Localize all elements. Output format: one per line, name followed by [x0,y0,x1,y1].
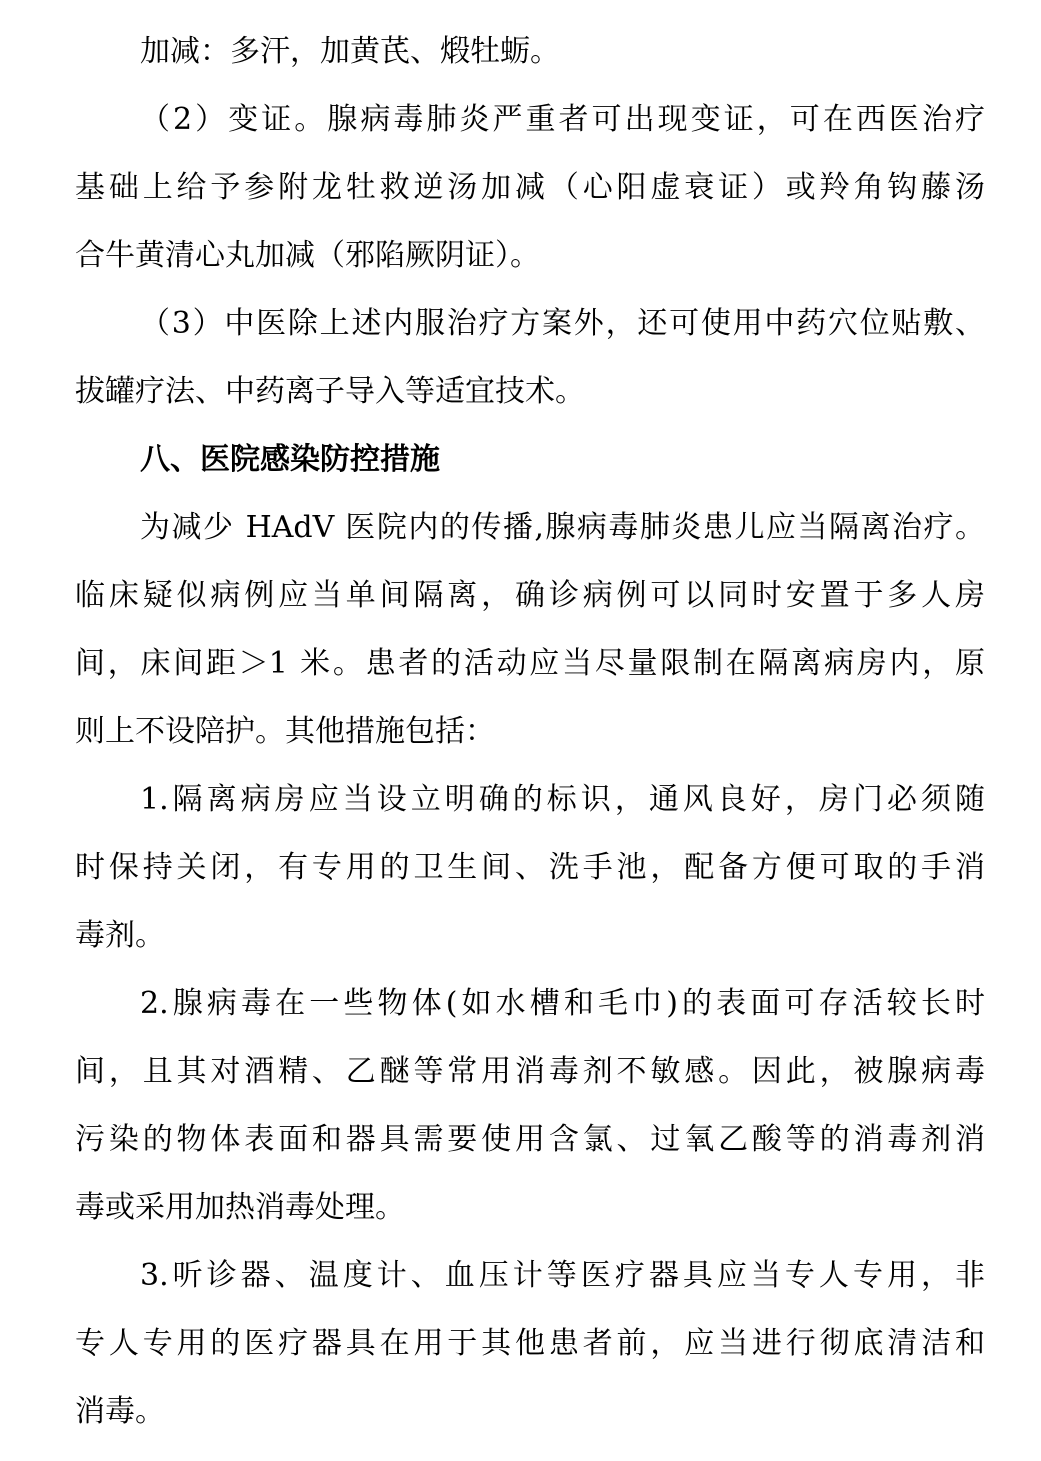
text-line: 时保持关闭，有专用的卫生间、洗手池，配备方便可取的手消 [75,850,985,885]
section-heading [75,426,985,494]
text-line: 1.隔离病房应当设立明确的标识，通风良好，房门必须随 [140,782,985,817]
text-line: 消毒。 [75,1394,165,1429]
text-line: 则上不设陪护。其他措施包括： [75,714,495,749]
paragraph-tcm-techniques [75,290,985,426]
text-line: 毒或采用加热消毒处理。 [75,1190,405,1225]
text-line: 3.听诊器、温度计、血压计等医疗器具应当专人专用，非 [140,1258,985,1293]
paragraph-measure-2 [75,970,985,1242]
document-page [75,18,985,1446]
paragraph-measure-1 [75,766,985,970]
text-line: 2.腺病毒在一些物体(如水槽和毛巾)的表面可存活较长时 [140,986,985,1021]
paragraph-isolation [75,494,985,766]
text-line: 间，床间距＞1 米。患者的活动应当尽量限制在隔离病房内，原 [75,646,985,681]
text-line: 合牛黄清心丸加减（邪陷厥阴证）。 [75,238,540,273]
text-line: 为减少 HAdV 医院内的传播,腺病毒肺炎患儿应当隔离治疗。 [140,510,985,545]
text-line: 基础上给予参附龙牡救逆汤加减（心阳虚衰证）或羚角钩藤汤 [75,170,985,205]
text-line: （3）中医除上述内服治疗方案外，还可使用中药穴位贴敷、 [140,306,985,341]
text-line: 间，且其对酒精、乙醚等常用消毒剂不敏感。因此，被腺病毒 [75,1054,985,1089]
text-line: 专人专用的医疗器具在用于其他患者前，应当进行彻底清洁和 [75,1326,985,1361]
text-line: 污染的物体表面和器具需要使用含氯、过氧乙酸等的消毒剂消 [75,1122,985,1157]
section-heading-text: 八、医院感染防控措施 [140,442,440,477]
text-line: 毒剂。 [75,918,165,953]
text-line: 临床疑似病例应当单间隔离，确诊病例可以同时安置于多人房 [75,578,985,613]
text-line: 拔罐疗法、中药离子导入等适宜技术。 [75,374,585,409]
text-line: （2）变证。腺病毒肺炎严重者可出现变证，可在西医治疗 [140,102,985,137]
paragraph-variant-syndrome [75,86,985,290]
paragraph-measure-3 [75,1242,985,1446]
text-line: 加减：多汗，加黄芪、煅牡蛎。 [140,34,560,69]
paragraph-modification [75,18,985,86]
